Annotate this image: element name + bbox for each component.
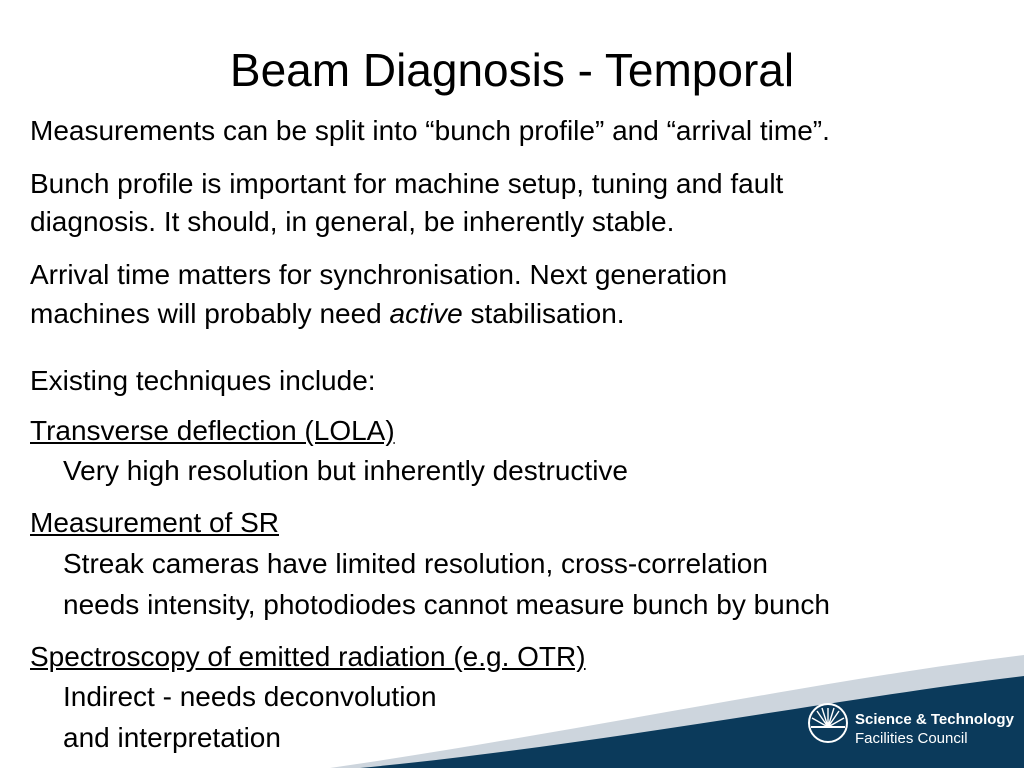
slide-title: Beam Diagnosis - Temporal: [229, 44, 795, 96]
paragraph-bunch-profile-line2: diagnosis. It should, in general, be inherently stable.: [30, 206, 675, 237]
paragraph-measurements: Measurements can be split into “bunch profile” and “arrival time”.: [30, 115, 830, 146]
technique-detail: Indirect - needs deconvolution: [63, 681, 437, 712]
paragraph-arrival-time-line1: Arrival time matters for synchronisation. Next generation: [30, 259, 728, 290]
text-fragment: machines will probably need: [30, 298, 390, 329]
logo-line-2: Facilities Council: [855, 730, 968, 747]
technique-detail: Very high resolution but inherently destructive: [63, 455, 628, 486]
existing-techniques-heading: Existing techniques include:: [30, 365, 376, 396]
technique-detail: and interpretation: [63, 722, 281, 753]
text-fragment: stabilisation.: [462, 298, 625, 329]
emphasis-active: active: [389, 298, 463, 329]
paragraph-bunch-profile-line1: Bunch profile is important for machine setup, tuning and fault: [30, 168, 784, 199]
stfc-logo-icon: [805, 700, 851, 746]
technique-detail: Streak cameras have limited resolution, cross-correlation: [63, 548, 768, 579]
paragraph-arrival-time-line2: [30, 295, 625, 333]
logo-line-1: Science & Technology: [855, 711, 1014, 728]
stfc-logo-text: [855, 710, 1014, 748]
technique-name-lola: Transverse deflection (LOLA): [30, 415, 395, 446]
technique-name-sr: Measurement of SR: [30, 507, 279, 538]
technique-detail: needs intensity, photodiodes cannot measure bunch by bunch: [63, 589, 830, 620]
technique-name-spectroscopy: Spectroscopy of emitted radiation (e.g. OTR): [30, 641, 586, 672]
